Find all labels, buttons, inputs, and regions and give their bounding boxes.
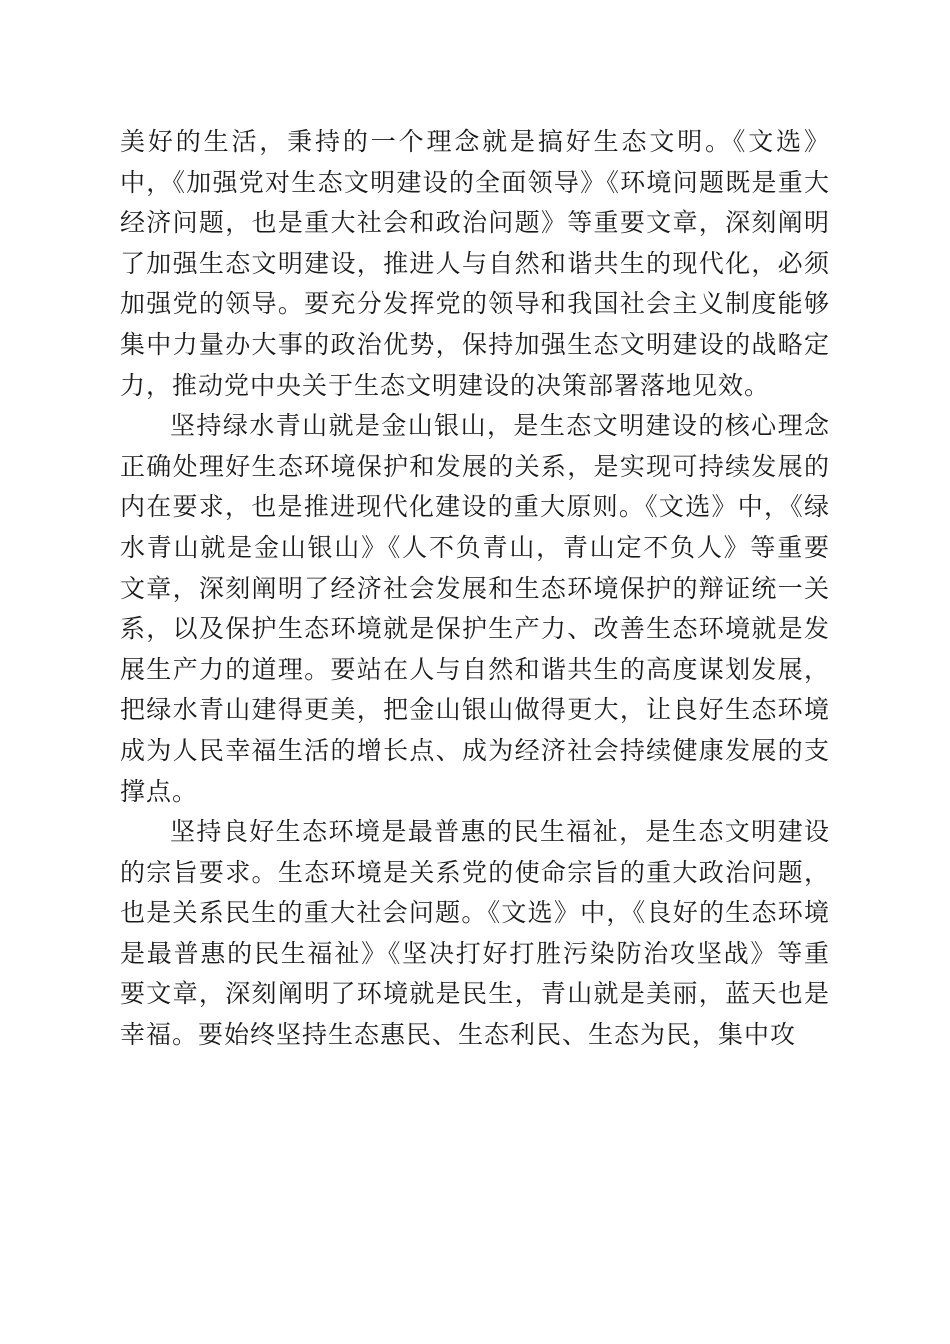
- document-page: [120, 122, 830, 1056]
- paragraph-2: 坚持绿水青山就是金山银山，是生态文明建设的核心理念正确处理好生态环境保护和发展的关系，是实现可持续发展的内在要求，也是推进现代化建设的重大原则。《文选》中，《绿水青山就是金山银山》《人不负青山，青山定不负人》等重要文章，深刻阐明了经济社会发展和生态环境保护的辩证统一关系，以及保护生态环境就是保护生产力、改善生态环境就是发展生产力的道理。要站在人与自然和谐共生的高度谋划发展，把绿水青山建得更美，把金山银山做得更大，让良好生态环境成为人民幸福生活的增长点、成为经济社会持续健康发展的支撑点。: [120, 411, 830, 806]
- paragraph-1: 美好的生活，秉持的一个理念就是搞好生态文明。《文选》中，《加强党对生态文明建设的全面领导》《环境问题既是重大经济问题，也是重大社会和政治问题》等重要文章，深刻阐明了加强生态文明建设，推进人与自然和谐共生的现代化，必须加强党的领导。要充分发挥党的领导和我国社会主义制度能够集中力量办大事的政治优势，保持加强生态文明建设的战略定力，推动党中央关于生态文明建设的决策部署落地见效。: [120, 127, 830, 400]
- paragraph-3: 坚持良好生态环境是最普惠的民生福祉，是生态文明建设的宗旨要求。生态环境是关系党的使命宗旨的重大政治问题，也是关系民生的重大社会问题。《文选》中，《良好的生态环境是最普惠的民生福祉》《坚决打好打胜污染防治攻坚战》等重要文章，深刻阐明了环境就是民生，青山就是美丽，蓝天也是幸福。要始终坚持生态惠民、生态利民、生态为民，集中攻: [120, 817, 830, 1050]
